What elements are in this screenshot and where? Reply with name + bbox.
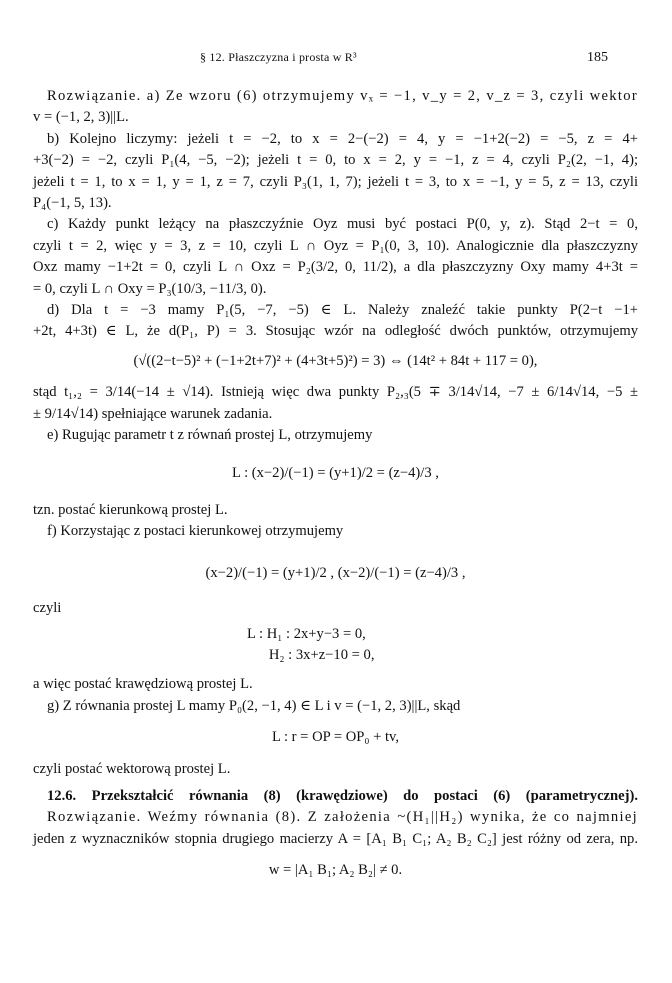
text-line: P₄(−1, 5, 13). — [33, 195, 112, 212]
text-line: jeden z wyznaczników stopnia drugiego macierzy A = [A₁ B₁ C₁; A₂ B₂ C₂] jest różny od zera, np. — [33, 830, 638, 847]
text-line: e) Rugując parametr t z równań prostej L, otrzymujemy — [47, 427, 373, 444]
text-line: f) Korzystając z postaci kierunkowej otrzymujemy — [47, 523, 344, 540]
text-line: tzn. postać kierunkową prostej L. — [33, 501, 228, 518]
text-line: b) Kolejno liczymy: jeżeli t = −2, to x = 2−(−2) = 4, y = −1+2(−2) = −5, z = 4+ — [47, 130, 638, 147]
text-line: ± 9/14√14) spełniające warunek zadania. — [33, 405, 273, 422]
determinant-equation: w = |A₁ B₁; A₂ B₂| ≠ 0. — [268, 862, 403, 879]
page-body — [33, 86, 638, 882]
text-line: czyli t = 2, więc y = 3, z = 10, czyli L ∩ Oyz = P₁(0, 3, 10). Analogicznie dla płaszczyzny — [33, 237, 638, 254]
directional-form-equation: L : (x−2)/(−1) = (y+1)/2 = (z−4)/3 , — [232, 464, 439, 481]
page-header — [0, 50, 672, 70]
text-line: Rozwiązanie. Weźmy równania (8). Z założenia ~(H₁||H₂) wynika, że co najmniej — [47, 809, 638, 826]
text-line: jeżeli t = 1, to x = 1, y = 1, z = 7, czyli P₃(1, 1, 7); jeżeli t = 3, to x = −1, y = 5, z = 13, czyli — [33, 173, 638, 190]
page-number: 185 — [587, 50, 608, 65]
text-line: +2t, 4+3t) ∈ L, że d(P₁, P) = 3. Stosując wzór na odległość dwóch punktów, otrzymujemy — [33, 323, 638, 340]
vector-form-equation: L : r = OP = OP₀ + tv, — [271, 729, 400, 746]
edge-form-equation-2: H₂ : 3x+z−10 = 0, — [247, 646, 375, 663]
text-line: +3(−2) = −2, czyli P₁(4, −5, −2); jeżeli t = 0, to x = 2, y = −1, z = 4, czyli P₂(2, −1, 4); — [33, 152, 638, 169]
text-line: d) Dla t = −3 mamy P₁(5, −7, −5) ∈ L. Należy znaleźć takie punkty P(2−t −1+ — [47, 302, 638, 319]
distance-equation: (√((2−t−5)² + (−1+2t+7)² + (4+3t+5)²) = 3) ⇔ (14t² + 84t + 117 = 0), — [133, 352, 538, 369]
edge-form-equation-1: L : H₁ : 2x+y−3 = 0, — [247, 625, 366, 642]
text-line: czyli — [33, 600, 62, 617]
text-line: a więc postać krawędziową prostej L. — [33, 676, 253, 693]
text-line: Oxz mamy −1+2t = 0, czyli L ∩ Oxz = P₂(3/2, 0, 11/2), a dla płaszczyzny Oxy mamy 4+3t = — [33, 259, 638, 276]
text-line: Rozwiązanie. a) Ze wzoru (6) otrzymujemy vₓ = −1, v_y = 2, v_z = 3, czyli wektor — [47, 88, 638, 104]
text-line: = 0, czyli L ∩ Oxy = P₃(10/3, −11/3, 0). — [33, 280, 267, 297]
text-line: g) Z równania prostej L mamy P₀(2, −1, 4) ∈ L i v = (−1, 2, 3)||L, skąd — [47, 697, 461, 714]
text-line: c) Każdy punkt leżący na płaszczyźnie Oyz musi być postaci P(0, y, z). Stąd 2−t = 0, — [47, 216, 638, 233]
text-line: czyli postać wektorową prostej L. — [33, 760, 231, 777]
running-head: § 12. Płaszczyzna i prosta w R³ — [200, 50, 357, 64]
text-line: v = (−1, 2, 3)||L. — [33, 109, 129, 126]
text-line: stąd t₁,₂ = 3/14(−14 ± √14). Istnieją więc dwa punkty P₂,₃(5 ∓ 3/14√14, −7 ± 6/14√14, −5 ± — [33, 384, 638, 401]
exercise-12-6: 12.6. Przekształcić równania (8) (krawędziowe) do postaci (6) (parametrycznej). — [47, 787, 638, 804]
directional-pair-equation: (x−2)/(−1) = (y+1)/2 , (x−2)/(−1) = (z−4)/3 , — [205, 564, 466, 581]
